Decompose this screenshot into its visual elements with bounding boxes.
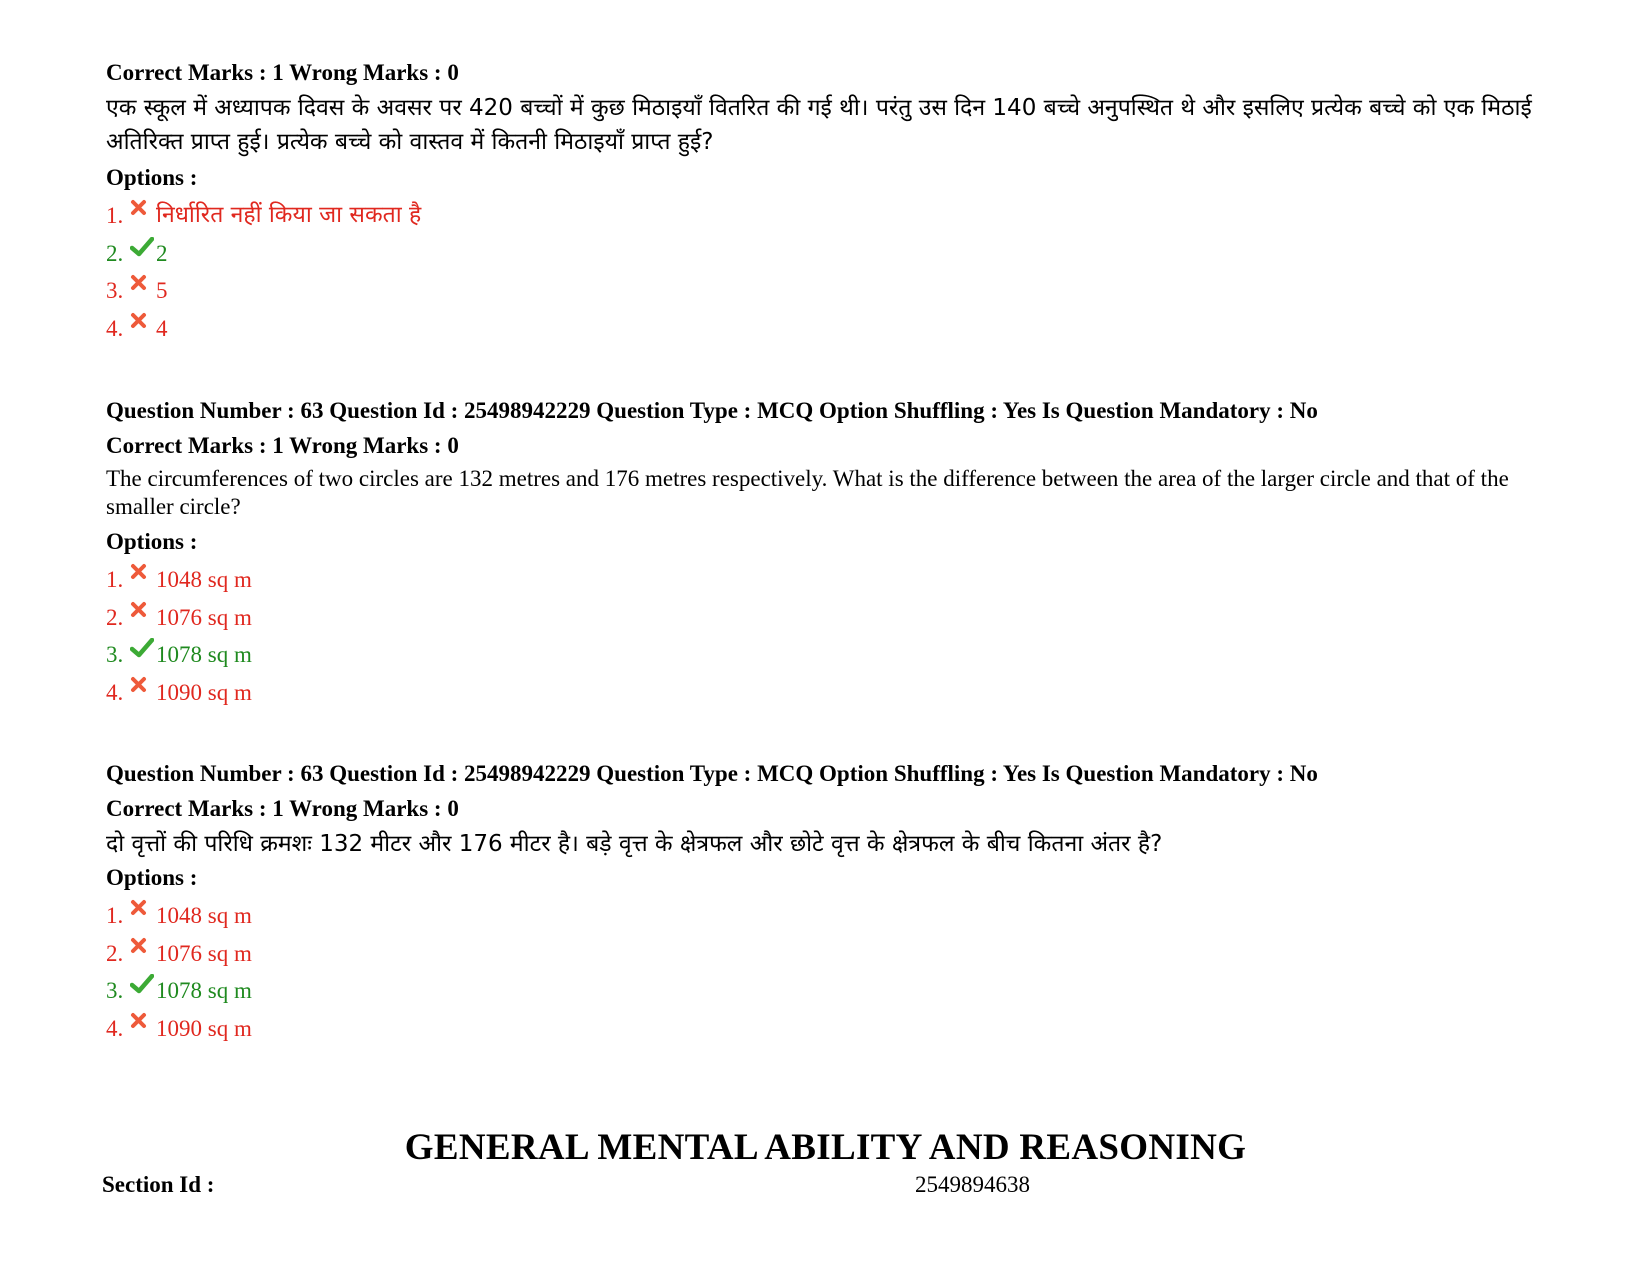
option-1 <box>106 561 1566 599</box>
cross-icon <box>130 599 156 636</box>
option-3 <box>106 272 1566 310</box>
section-id-value: 2549894638 <box>915 1172 1030 1197</box>
option-1 <box>106 897 1566 935</box>
option-number: 3. <box>106 978 124 1003</box>
options-label: Options : <box>106 165 198 190</box>
option-list <box>106 197 1566 347</box>
option-text: 1076 sq m <box>156 940 252 966</box>
option-4 <box>106 1010 1566 1048</box>
cross-icon <box>130 935 156 972</box>
option-text: 1048 sq m <box>156 903 252 928</box>
question-header: Question Number : 63 Question Id : 25498942229 Question Type : MCQ Option Shuffling : Yes Is Question Mandatory : No <box>106 761 1318 786</box>
option-4 <box>106 310 1566 348</box>
option-number: 4. <box>106 679 124 705</box>
question-text: The circumferences of two circles are 132 metres and 176 metres respectively. What is the difference between the area of the larger circle and that of the smaller circle? <box>106 466 1509 519</box>
option-number: 1. <box>106 903 124 928</box>
option-text: 1076 sq m <box>156 604 252 630</box>
option-text: 4 <box>156 315 168 341</box>
option-text: 5 <box>156 278 168 303</box>
option-2 <box>106 935 1566 973</box>
marks-line: Correct Marks : 1 Wrong Marks : 0 <box>106 796 459 821</box>
option-text: निर्धारित नहीं किया जा सकता है <box>156 202 422 229</box>
option-number: 2. <box>106 940 124 966</box>
cross-icon <box>130 561 156 598</box>
option-number: 2. <box>106 604 124 630</box>
option-2 <box>106 235 1566 273</box>
question-header: Question Number : 63 Question Id : 25498942229 Question Type : MCQ Option Shuffling : Yes Is Question Mandatory : No <box>106 398 1318 423</box>
option-text: 1048 sq m <box>156 567 252 592</box>
question-prev <box>106 58 1566 347</box>
option-3 <box>106 636 1566 674</box>
option-list <box>106 897 1566 1047</box>
section-id-label: Section Id : <box>102 1172 215 1197</box>
check-icon <box>130 235 156 272</box>
options-label: Options : <box>106 529 198 554</box>
option-2 <box>106 599 1566 637</box>
option-number: 3. <box>106 642 124 667</box>
question-text: एक स्कूल में अध्यापक दिवस के अवसर पर 420 बच्चों में कुछ मिठाइयाँ वितरित की गई थी। परंतु उस दिन 140 बच्चे अनुपस्थित थे और इसलिए प्रत्येक बच्चे को एक मिठाई अतिरिक्त प्राप्त हुई। प्रत्येक बच्चे को वास्तव में कितनी मिठाइयाँ प्राप्त हुई? <box>106 95 1532 155</box>
marks-line: Correct Marks : 1 Wrong Marks : 0 <box>106 433 459 458</box>
question-63-hindi <box>106 759 1566 1047</box>
option-number: 4. <box>106 315 124 341</box>
options-label: Options : <box>106 865 198 890</box>
option-number: 4. <box>106 1015 124 1041</box>
option-4 <box>106 674 1566 712</box>
option-number: 1. <box>106 203 124 228</box>
cross-icon <box>130 674 156 711</box>
option-text: 1078 sq m <box>156 978 252 1003</box>
option-3 <box>106 972 1566 1010</box>
cross-icon <box>130 1010 156 1047</box>
cross-icon <box>130 310 156 347</box>
option-text: 1090 sq m <box>156 679 252 705</box>
option-text: 2 <box>156 240 168 266</box>
option-text: 1090 sq m <box>156 1015 252 1041</box>
question-text: दो वृत्तों की परिधि क्रमशः 132 मीटर और 176 मीटर है। बड़े वृत्त के क्षेत्रफल और छोटे वृत्त के क्षेत्रफल के बीच कितना अंतर है? <box>106 831 1163 857</box>
option-number: 1. <box>106 567 124 592</box>
question-63-english <box>106 396 1566 711</box>
check-icon <box>130 636 156 673</box>
check-icon <box>130 972 156 1009</box>
option-number: 3. <box>106 278 124 303</box>
option-text: 1078 sq m <box>156 642 252 667</box>
marks-line: Correct Marks : 1 Wrong Marks : 0 <box>106 60 459 85</box>
section-title: GENERAL MENTAL ABILITY AND REASONING <box>404 1127 1247 1168</box>
cross-icon <box>130 272 156 309</box>
option-1 <box>106 197 1566 235</box>
cross-icon <box>130 897 156 934</box>
option-number: 2. <box>106 240 124 266</box>
cross-icon <box>130 197 156 234</box>
option-list <box>106 561 1566 711</box>
